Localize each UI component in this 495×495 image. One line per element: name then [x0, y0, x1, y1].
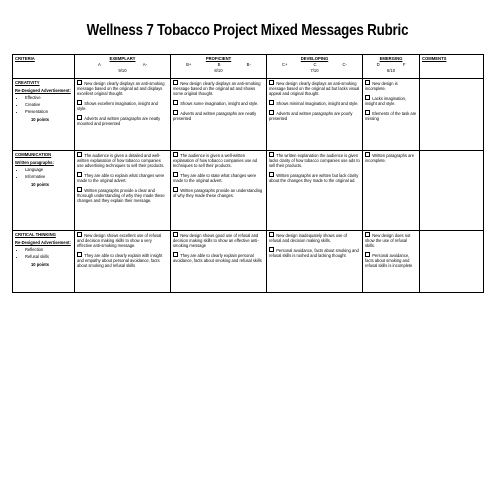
checkbox-icon [365, 95, 370, 100]
header-row [13, 55, 484, 79]
grade-label: B [217, 62, 221, 67]
checkbox-icon [269, 80, 274, 85]
grade-label: C [313, 62, 317, 67]
page-title: Wellness 7 Tobacco Project Mixed Messages Rubric [86, 22, 409, 39]
checkbox-icon [77, 152, 82, 157]
checkbox-icon [173, 152, 178, 157]
checkbox-icon [365, 80, 370, 85]
checkbox-icon [173, 187, 178, 192]
criterion-subheading: Re-Designed Advertisement: [15, 240, 71, 245]
descriptor-cell: New design inadequately shows use of refusal and decision making skills. Personal avoidance, facts about smoking and refusal skills is rushed and lacking thought [267, 231, 363, 293]
comments-cell[interactable] [420, 231, 484, 293]
level-header-proficient: PROFICIENT B+ B B- 8/10 [171, 55, 267, 79]
criterion-item: • Effective [25, 95, 72, 100]
grade-label: A- [142, 62, 147, 67]
checkbox-icon [77, 172, 82, 177]
criterion-cell [13, 231, 75, 293]
descriptor-cell: The audience is given a well-written explanation of how tobacco companies use ad techniques to sell their products. They are able to state what changes were made to the original advert. Written paragraphs provide an understanding of why they made these changes. [171, 151, 267, 231]
criterion-item: • Reflection [25, 247, 72, 252]
criterion-item: • Presentation [25, 109, 72, 114]
criterion-points: 10 points [31, 117, 49, 122]
checkbox-icon [269, 172, 274, 177]
checkbox-icon [365, 152, 370, 157]
level-points: 6/10 [386, 68, 396, 73]
grade-label: C+ [282, 62, 288, 67]
level-points: 8/10 [214, 68, 223, 73]
checkbox-icon [173, 80, 178, 85]
grade-label: F [402, 62, 406, 67]
grade-label: B+ [186, 62, 192, 67]
level-points: 7/10 [310, 68, 319, 73]
grade-label: A [98, 62, 101, 67]
criterion-name: COMMUNICATION [15, 152, 52, 157]
descriptor-cell: New design clearly displays an anti-smoking message based on the original ad and displays excellent original thought. Shows excellent imagination, insight and style. Adverts and written paragraphs are neatly mounted and presented [75, 79, 171, 151]
checkbox-icon [269, 152, 274, 157]
descriptor-cell: New design shows excellent use of refusal and decision making skills to show a very effective anti-smoking message. They are able to clearly explain with insight and empathy about personal avoidance, facts about smoking and refusal skills [75, 231, 171, 293]
checkbox-icon [269, 247, 274, 252]
checkbox-icon [365, 110, 370, 115]
descriptor-cell: New design shows good use of refusal and decision making skills to show an effective anti-smoking message They are able to clearly explain personal avoidance, facts about smoking and refusal skills [171, 231, 267, 293]
checkbox-icon [77, 252, 82, 257]
checkbox-icon [173, 252, 178, 257]
criterion-points: 10 points [31, 262, 49, 267]
descriptor-cell: New design clearly displays an anti-smoking message based on the original ad and shows some original thought. Shows some imagination, insight and style. Adverts and written paragraphs are neatly presented [171, 79, 267, 151]
checkbox-icon [77, 115, 82, 120]
grade-label: C- [342, 62, 347, 67]
level-header-emerging: EMERGING D F 6/10 [363, 55, 420, 79]
level-header-exemplary: EXEMPLARY A A- 9/10 [75, 55, 171, 79]
criterion-subheading: Written paragraphs: [15, 160, 54, 165]
descriptor-cell: New design is incomplete. Lacks imagination, insight and style. Elements of the task are missing [363, 79, 420, 151]
criterion-name: CREATIVITY [15, 80, 40, 85]
level-points: 9/10 [118, 68, 127, 73]
checkbox-icon [77, 100, 82, 105]
descriptor-cell: The audience is given a detailed and well-written explanation of how tobacco companies use advertising techniques to sell their products. They are able to explain what changes were made to the original advert. Written paragraphs provide a clear and thorough understanding of why they made these changes and they explain their message. [75, 151, 171, 231]
criterion-name: CRITICAL THINKING [15, 232, 56, 237]
comments-cell[interactable] [420, 151, 484, 231]
checkbox-icon [365, 252, 370, 257]
checkbox-icon [173, 232, 178, 237]
grade-label: D [376, 62, 380, 67]
rubric-table [12, 54, 484, 293]
checkbox-icon [173, 110, 178, 115]
checkbox-icon [269, 232, 274, 237]
grade-label: B- [246, 62, 251, 67]
criterion-row-critical-thinking [13, 231, 484, 293]
criteria-header: CRITERIA [13, 55, 75, 79]
descriptor-cell: The written explanation the audience is given lacks clarity of how tobacco companies use ads to sell their products. Written paragraphs are written but lack clarity about the changes they made to the original ad. [267, 151, 363, 231]
criterion-item: • Refusal skills [25, 254, 72, 259]
checkbox-icon [269, 100, 274, 105]
checkbox-icon [77, 187, 82, 192]
criterion-row-creativity [13, 79, 484, 151]
descriptor-cell: New design does not show the use of refusal skills. Personal avoidance, facts about smoking and refusal skills is incomplete [363, 231, 420, 293]
checkbox-icon [269, 110, 274, 115]
criterion-cell [13, 79, 75, 151]
criterion-cell [13, 151, 75, 231]
descriptor-cell: Written paragraphs are incomplete. [363, 151, 420, 231]
criterion-row-communication [13, 151, 484, 231]
descriptor-cell: New design clearly displays an anti-smoking message based on the original ad but lacks visual appeal and original thought. Shows minimal imagination, insight and style. Adverts and written paragraphs are poorly presented [267, 79, 363, 151]
level-header-developing: DEVELOPING C+ C C- 7/10 [267, 55, 363, 79]
criterion-points: 10 points [31, 182, 49, 187]
criterion-subheading: Re-Designed Advertisement: [15, 88, 71, 93]
comments-header: COMMENTS [420, 55, 484, 79]
checkbox-icon [365, 232, 370, 237]
checkbox-icon [77, 232, 82, 237]
checkbox-icon [173, 172, 178, 177]
criterion-item: • Informative [25, 174, 72, 179]
criterion-item: • Creative [25, 102, 72, 107]
checkbox-icon [173, 100, 178, 105]
comments-cell[interactable] [420, 79, 484, 151]
checkbox-icon [77, 80, 82, 85]
criterion-item: • Language [25, 167, 72, 172]
